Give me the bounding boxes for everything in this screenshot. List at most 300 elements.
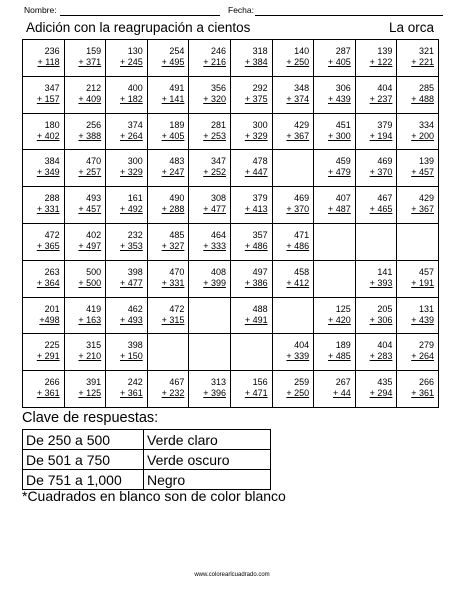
addend-bottom: + 488: [411, 93, 434, 104]
addend-top: 287: [335, 46, 351, 56]
problem-cell: [189, 371, 231, 408]
addend-top: 491: [169, 82, 185, 93]
problem-cell: [273, 77, 315, 114]
problem-cell: [273, 371, 315, 408]
addend-bottom: + 210: [78, 351, 102, 362]
addend-bottom: + 495: [161, 57, 185, 67]
answer-key-range: De 501 a 750: [23, 450, 144, 470]
addend-top: 347: [44, 82, 60, 93]
problem-cell: [397, 40, 439, 77]
addend-bottom: + 250: [286, 57, 310, 67]
addend-top: 313: [210, 377, 226, 388]
addend-top: 281: [210, 119, 226, 130]
blank-cell: [189, 298, 231, 335]
addend-bottom: + 471: [244, 388, 268, 399]
addend-bottom: + 264: [411, 351, 434, 362]
problem-cell: [397, 150, 439, 187]
problem-cell: [65, 261, 107, 298]
addend-top: 321: [418, 46, 434, 56]
answer-key-range: De 751 a 1,000: [23, 470, 144, 490]
problem-cell: [273, 40, 315, 77]
problem-cell: [189, 114, 231, 151]
addend-top: 470: [169, 266, 185, 277]
problem-cell: [273, 114, 315, 151]
addend-top: 457: [418, 266, 434, 277]
addend-bottom: + 420: [328, 314, 351, 325]
addend-top: 493: [86, 193, 102, 204]
addend-top: 384: [44, 156, 60, 167]
problem-cell: [397, 114, 439, 151]
addend-bottom: + 252: [203, 167, 226, 178]
addend-top: 429: [418, 193, 434, 204]
addend-bottom: + 163: [78, 314, 102, 325]
addend-top: 462: [127, 303, 143, 314]
problem-cell: [65, 224, 107, 261]
addend-top: 156: [252, 377, 268, 388]
problem-cell: [356, 334, 398, 371]
blank-cell: [397, 224, 439, 261]
addend-top: 139: [377, 46, 393, 56]
date-label: Fecha:: [228, 5, 254, 15]
addend-top: 469: [377, 156, 393, 167]
addend-bottom: + 479: [328, 167, 351, 178]
addend-top: 201: [44, 303, 60, 314]
addend-bottom: + 367: [411, 204, 434, 215]
addend-top: 279: [418, 340, 434, 351]
problem-cell: [148, 224, 190, 261]
problem-cell: [397, 334, 439, 371]
problem-cell: [23, 298, 65, 335]
addend-top: 419: [86, 303, 102, 314]
problem-cell: [273, 224, 315, 261]
addend-top: 189: [335, 340, 351, 351]
addend-top: 459: [335, 156, 351, 167]
addend-top: 483: [169, 156, 185, 167]
addend-top: 130: [127, 46, 143, 56]
problem-cell: [65, 334, 107, 371]
footer-url: www.colorearlcuadrado.com: [194, 572, 270, 578]
blank-cell: [314, 224, 356, 261]
addend-bottom: + 257: [78, 167, 102, 178]
addend-top: 407: [335, 193, 351, 204]
addend-bottom: + 232: [161, 388, 185, 399]
problem-cell: [23, 371, 65, 408]
problem-cell: [65, 150, 107, 187]
addend-bottom: + 118: [37, 57, 60, 67]
problem-cell: [148, 371, 190, 408]
addend-bottom: + 216: [203, 57, 226, 67]
addend-top: 288: [44, 193, 60, 204]
answer-key-note: *Cuadrados en blanco son de color blanco: [22, 488, 286, 504]
name-label: Nombre:: [24, 5, 57, 15]
name-line: [60, 15, 220, 16]
addend-top: 398: [127, 266, 143, 277]
addend-top: 451: [335, 119, 351, 130]
answer-key-row: [23, 450, 271, 470]
worksheet-subtitle: La orca: [388, 20, 434, 35]
addend-top: 400: [127, 82, 143, 93]
blank-cell: [189, 334, 231, 371]
addend-top: 139: [418, 156, 434, 167]
problem-cell: [189, 77, 231, 114]
addend-bottom: + 44: [333, 388, 351, 399]
problem-cell: [23, 77, 65, 114]
addend-bottom: + 329: [244, 130, 268, 141]
addend-top: 334: [418, 119, 434, 130]
addend-bottom: + 250: [286, 388, 310, 399]
addend-top: 306: [335, 82, 351, 93]
addend-top: 404: [377, 82, 393, 93]
problem-cell: [189, 224, 231, 261]
addend-top: 236: [44, 46, 60, 56]
addend-bottom: + 405: [161, 130, 185, 141]
problem-cell: [231, 298, 273, 335]
answer-key-table: [22, 429, 271, 490]
addend-bottom: + 439: [411, 314, 434, 325]
addend-bottom: + 447: [244, 167, 268, 178]
addend-bottom: + 367: [286, 130, 310, 141]
addend-bottom: + 194: [369, 130, 393, 141]
addend-bottom: + 221: [411, 57, 434, 67]
answer-key-row: [23, 470, 271, 490]
addend-top: 254: [169, 46, 185, 56]
addend-top: 485: [169, 230, 185, 240]
addend-bottom: + 353: [120, 241, 143, 251]
addend-top: 159: [86, 46, 102, 56]
addend-top: 141: [377, 266, 393, 277]
addend-top: 404: [377, 340, 393, 351]
problem-cell: [148, 114, 190, 151]
addend-bottom: + 122: [369, 57, 393, 67]
addend-top: 467: [377, 193, 393, 204]
addend-top: 131: [418, 303, 434, 314]
problem-cell: [356, 187, 398, 224]
problem-cell: [106, 371, 148, 408]
problem-cell: [231, 40, 273, 77]
problem-cell: [356, 298, 398, 335]
problem-cell: [314, 150, 356, 187]
addend-top: 471: [294, 230, 310, 240]
problem-cell: [65, 114, 107, 151]
problem-cell: [231, 224, 273, 261]
problem-cell: [356, 114, 398, 151]
problem-cell: [65, 298, 107, 335]
problem-cell: [189, 187, 231, 224]
problem-grid: [22, 39, 439, 408]
blank-cell: [273, 298, 315, 335]
problem-cell: [23, 334, 65, 371]
answer-key-title: Clave de respuestas:: [22, 410, 159, 426]
addend-top: 266: [44, 377, 60, 388]
problem-cell: [106, 114, 148, 151]
addend-top: 391: [86, 377, 102, 388]
problem-cell: [106, 298, 148, 335]
problem-cell: [148, 187, 190, 224]
addend-top: 285: [418, 82, 434, 93]
addend-bottom: + 327: [161, 241, 185, 251]
addend-bottom: +498: [39, 314, 60, 325]
addend-top: 488: [252, 303, 268, 314]
addend-bottom: + 497: [78, 241, 102, 251]
addend-bottom: + 370: [286, 204, 310, 215]
addend-bottom: + 349: [36, 167, 60, 178]
addend-bottom: + 182: [120, 93, 143, 104]
addend-top: 318: [252, 46, 268, 56]
problem-cell: [231, 77, 273, 114]
addend-top: 402: [86, 230, 102, 240]
problem-cell: [356, 40, 398, 77]
addend-bottom: + 141: [161, 93, 185, 104]
addend-top: 189: [169, 119, 185, 130]
addend-top: 458: [294, 266, 310, 277]
addend-top: 464: [210, 230, 226, 240]
blank-cell: [148, 334, 190, 371]
addend-bottom: + 300: [328, 130, 351, 141]
problem-cell: [148, 77, 190, 114]
addend-bottom: + 384: [244, 57, 268, 67]
addend-bottom: + 150: [120, 351, 143, 362]
problem-cell: [106, 261, 148, 298]
addend-bottom: + 339: [286, 351, 310, 362]
addend-bottom: + 477: [120, 277, 143, 288]
problem-cell: [356, 77, 398, 114]
problem-cell: [273, 334, 315, 371]
addend-bottom: + 288: [161, 204, 185, 215]
addend-bottom: + 283: [369, 351, 393, 362]
addend-top: 242: [127, 377, 143, 388]
problem-cell: [314, 187, 356, 224]
worksheet-title: Adición con la reagrupación a cientos: [26, 20, 251, 35]
addend-top: 161: [127, 193, 143, 204]
addend-bottom: + 486: [286, 241, 310, 251]
addend-bottom: + 365: [36, 241, 60, 251]
date-line: [255, 15, 443, 16]
addend-bottom: + 375: [244, 93, 268, 104]
addend-top: 292: [252, 82, 268, 93]
addend-bottom: + 333: [203, 241, 226, 251]
addend-top: 212: [86, 82, 102, 93]
problem-cell: [106, 77, 148, 114]
answer-key-range: De 250 a 500: [23, 430, 144, 450]
addend-top: 467: [169, 377, 185, 388]
problem-cell: [231, 114, 273, 151]
addend-top: 472: [169, 303, 185, 314]
problem-cell: [314, 371, 356, 408]
problem-cell: [23, 261, 65, 298]
addend-top: 429: [294, 119, 310, 130]
addend-bottom: + 399: [203, 277, 226, 288]
problem-cell: [106, 150, 148, 187]
addend-top: 469: [294, 193, 310, 204]
problem-cell: [148, 261, 190, 298]
addend-bottom: + 315: [161, 314, 185, 325]
addend-bottom: + 291: [36, 351, 60, 362]
addend-bottom: + 457: [78, 204, 102, 215]
problem-cell: [397, 77, 439, 114]
blank-cell: [356, 224, 398, 261]
addend-top: 225: [44, 340, 60, 351]
addend-bottom: + 320: [203, 93, 226, 104]
addend-bottom: + 396: [203, 388, 226, 399]
addend-bottom: + 125: [78, 388, 102, 399]
addend-top: 490: [169, 193, 185, 204]
problem-cell: [106, 224, 148, 261]
addend-bottom: + 485: [328, 351, 351, 362]
problem-cell: [231, 187, 273, 224]
addend-top: 256: [86, 119, 102, 130]
addend-top: 379: [252, 193, 268, 204]
problem-cell: [189, 261, 231, 298]
addend-bottom: + 465: [369, 204, 393, 215]
addend-top: 246: [210, 46, 226, 56]
addend-top: 140: [294, 46, 310, 56]
addend-bottom: + 200: [411, 130, 434, 141]
addend-top: 435: [377, 377, 393, 388]
addend-bottom: + 457: [411, 167, 434, 178]
problem-cell: [23, 114, 65, 151]
addend-bottom: + 157: [36, 93, 60, 104]
addend-top: 500: [86, 266, 102, 277]
addend-top: 347: [210, 156, 226, 167]
problem-cell: [148, 150, 190, 187]
addend-top: 300: [127, 156, 143, 167]
addend-bottom: + 393: [369, 277, 393, 288]
problem-cell: [65, 371, 107, 408]
problem-cell: [106, 40, 148, 77]
addend-bottom: + 492: [120, 204, 143, 215]
problem-cell: [23, 187, 65, 224]
problem-cell: [397, 261, 439, 298]
problem-cell: [314, 77, 356, 114]
problem-cell: [397, 371, 439, 408]
problem-cell: [106, 334, 148, 371]
problem-cell: [65, 187, 107, 224]
addend-top: 308: [210, 193, 226, 204]
problem-cell: [189, 150, 231, 187]
answer-key-row: [23, 430, 271, 450]
addend-bottom: + 412: [286, 277, 310, 288]
addend-bottom: + 237: [369, 93, 393, 104]
addend-bottom: + 370: [369, 167, 393, 178]
problem-cell: [356, 371, 398, 408]
addend-top: 315: [86, 340, 102, 351]
problem-cell: [65, 40, 107, 77]
addend-bottom: + 493: [120, 314, 143, 325]
addend-top: 266: [418, 377, 434, 388]
addend-top: 478: [252, 156, 268, 167]
addend-top: 232: [127, 230, 143, 240]
addend-bottom: + 405: [328, 57, 351, 67]
addend-bottom: + 486: [244, 241, 268, 251]
problem-cell: [106, 187, 148, 224]
addend-top: 374: [127, 119, 143, 130]
addend-top: 356: [210, 82, 226, 93]
addend-bottom: + 374: [286, 93, 310, 104]
problem-cell: [314, 40, 356, 77]
problem-cell: [273, 187, 315, 224]
problem-cell: [148, 40, 190, 77]
blank-cell: [314, 261, 356, 298]
addend-top: 180: [44, 119, 60, 130]
addend-bottom: + 294: [369, 388, 393, 399]
addend-bottom: + 331: [161, 277, 185, 288]
addend-bottom: + 487: [328, 204, 351, 215]
addend-bottom: + 361: [120, 388, 143, 399]
addend-bottom: + 253: [203, 130, 226, 141]
answer-key-color: Verde oscuro: [144, 450, 271, 470]
problem-cell: [314, 334, 356, 371]
addend-top: 357: [252, 230, 268, 240]
addend-top: 263: [44, 266, 60, 277]
addend-top: 470: [86, 156, 102, 167]
problem-cell: [356, 150, 398, 187]
problem-cell: [231, 261, 273, 298]
problem-cell: [23, 150, 65, 187]
addend-bottom: + 371: [78, 57, 102, 67]
addend-bottom: + 386: [244, 277, 268, 288]
addend-bottom: + 402: [36, 130, 60, 141]
problem-cell: [189, 40, 231, 77]
addend-bottom: + 361: [36, 388, 60, 399]
addend-bottom: + 477: [203, 204, 226, 215]
addend-bottom: + 364: [36, 277, 60, 288]
answer-key-color: Negro: [144, 470, 271, 490]
addend-bottom: + 409: [78, 93, 102, 104]
problem-cell: [231, 150, 273, 187]
problem-cell: [65, 77, 107, 114]
blank-cell: [231, 334, 273, 371]
addend-top: 300: [252, 119, 268, 130]
addend-top: 398: [127, 340, 143, 351]
addend-bottom: + 329: [120, 167, 143, 178]
addend-top: 472: [44, 230, 60, 240]
addend-bottom: + 264: [120, 130, 143, 141]
addend-bottom: + 306: [369, 314, 393, 325]
answer-key-color: Verde claro: [144, 430, 271, 450]
addend-bottom: + 491: [244, 314, 268, 325]
addend-bottom: + 361: [411, 388, 434, 399]
addend-bottom: + 439: [328, 93, 351, 104]
addend-top: 497: [252, 266, 268, 277]
addend-top: 259: [294, 377, 310, 388]
addend-bottom: + 331: [36, 204, 60, 215]
addend-bottom: + 500: [78, 277, 102, 288]
addend-top: 408: [210, 266, 226, 277]
problem-cell: [23, 224, 65, 261]
addend-bottom: + 191: [411, 277, 434, 288]
problem-cell: [356, 261, 398, 298]
problem-cell: [148, 298, 190, 335]
problem-cell: [314, 114, 356, 151]
problem-cell: [397, 298, 439, 335]
blank-cell: [273, 150, 315, 187]
addend-top: 267: [335, 377, 351, 388]
problem-cell: [397, 187, 439, 224]
problem-cell: [314, 298, 356, 335]
problem-cell: [231, 371, 273, 408]
problem-cell: [23, 40, 65, 77]
addend-top: 125: [335, 303, 351, 314]
addend-top: 404: [294, 340, 310, 351]
addend-top: 205: [377, 303, 393, 314]
addend-bottom: + 245: [120, 57, 143, 67]
problem-cell: [273, 261, 315, 298]
addend-bottom: + 413: [244, 204, 268, 215]
addend-top: 348: [294, 82, 310, 93]
addend-bottom: + 247: [161, 167, 185, 178]
addend-top: 379: [377, 119, 393, 130]
addend-bottom: + 388: [78, 130, 102, 141]
